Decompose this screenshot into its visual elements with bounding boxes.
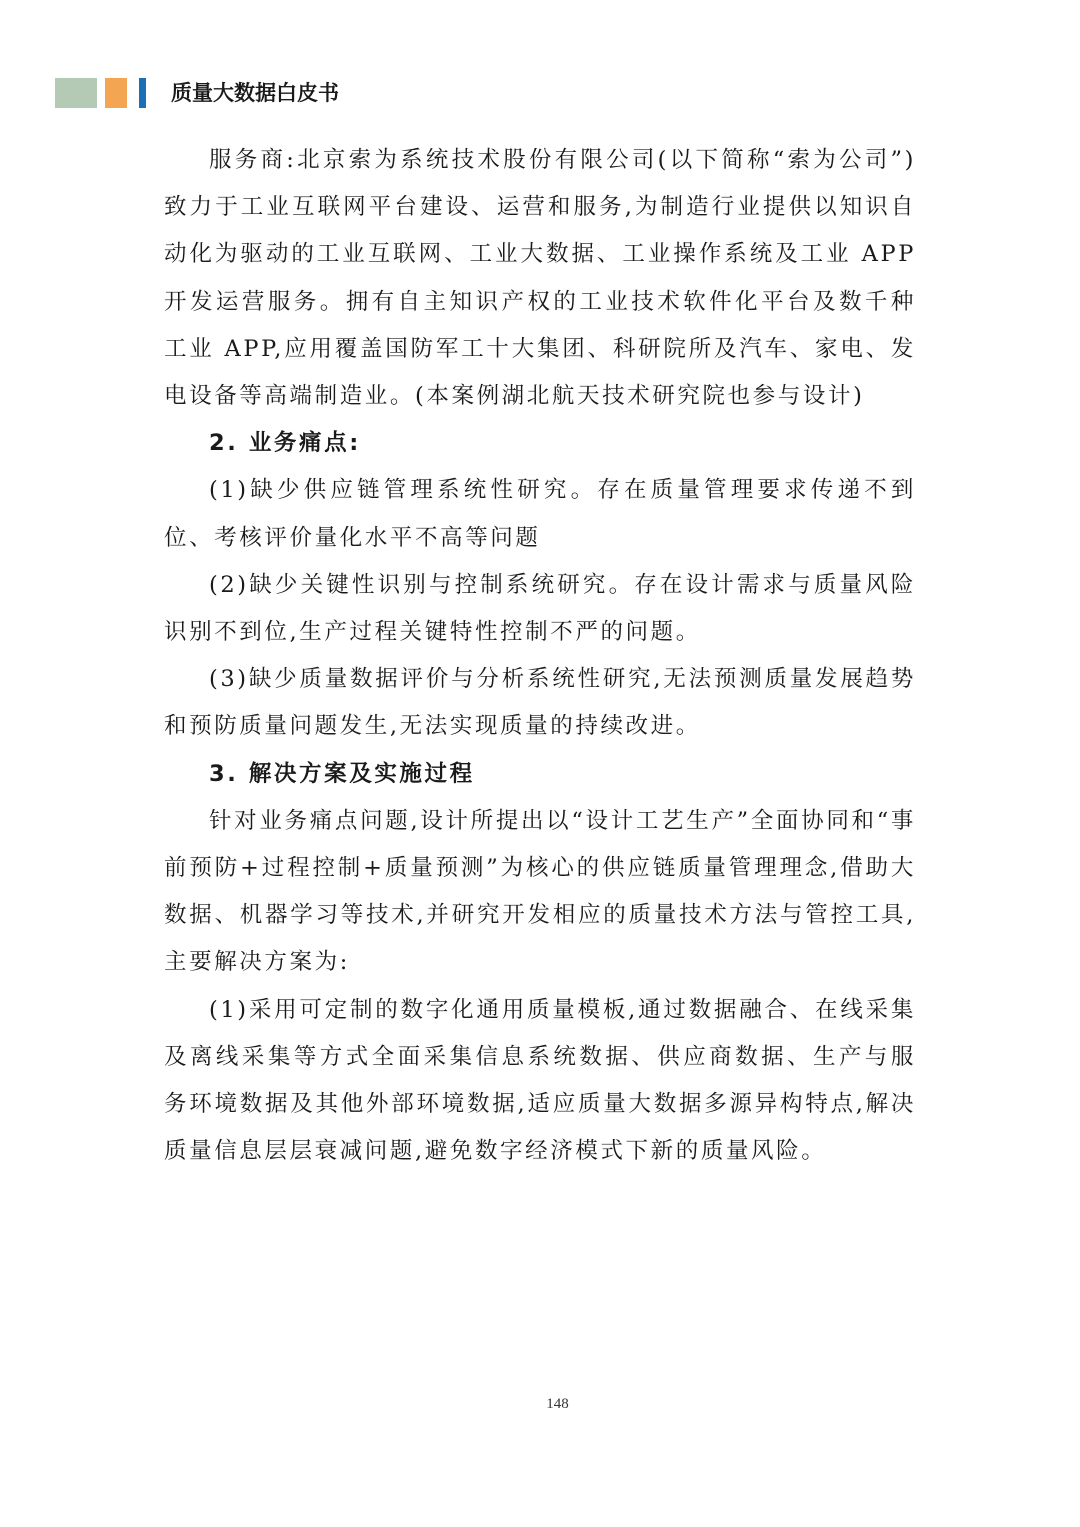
header-green-block	[55, 78, 97, 108]
paragraph-service-provider: 服务商:北京索为系统技术股份有限公司(以下简称“索为公司”)致力于工业互联网平台建设、运营和服务,为制造行业提供以知识自动化为驱动的工业互联网、工业大数据、工业操作系统及工业 APP 开发运营服务。拥有自主知识产权的工业技术软件化平台及数千种工业 APP,应用覆盖国防军工十大集团、科研院所及汽车、家电、发电设备等高端制造业。(本案例湖北航天技术研究院也参与设计)	[164, 147, 916, 410]
header-orange-block	[105, 78, 127, 108]
section-heading-pain-points: 2. 业务痛点:	[209, 430, 361, 457]
paragraph-solution-intro: 针对业务痛点问题,设计所提出以“设计工艺生产”全面协同和“事前预防+过程控制+质量预测”为核心的供应链质量管理理念,借助大数据、机器学习等技术,并研究开发相应的质量技术方法与管控工具,主要解决方案为:	[164, 807, 916, 976]
paragraph-pain-point-3: (3)缺少质量数据评价与分析系统性研究,无法预测质量发展趋势和预防质量问题发生,无法实现质量的持续改进。	[164, 666, 916, 740]
header-blue-bar	[139, 78, 146, 108]
page-number: 148	[546, 1396, 569, 1412]
page-header	[55, 78, 755, 108]
section-heading-solution: 3. 解决方案及实施过程	[209, 760, 475, 787]
page-body	[164, 137, 916, 1175]
paragraph-pain-point-1: (1)缺少供应链管理系统性研究。存在质量管理要求传递不到位、考核评价量化水平不高等问题	[164, 477, 916, 551]
paragraph-solution-1: (1)采用可定制的数字化通用质量模板,通过数据融合、在线采集及离线采集等方式全面采集信息系统数据、供应商数据、生产与服务环境数据及其他外部环境数据,适应质量大数据多源异构特点,解决质量信息层层衰减问题,避免数字经济模式下新的质量风险。	[164, 996, 916, 1165]
document-title: 质量大数据白皮书	[171, 81, 339, 105]
paragraph-pain-point-2: (2)缺少关键性识别与控制系统研究。存在设计需求与质量风险识别不到位,生产过程关键特性控制不严的问题。	[164, 571, 916, 646]
